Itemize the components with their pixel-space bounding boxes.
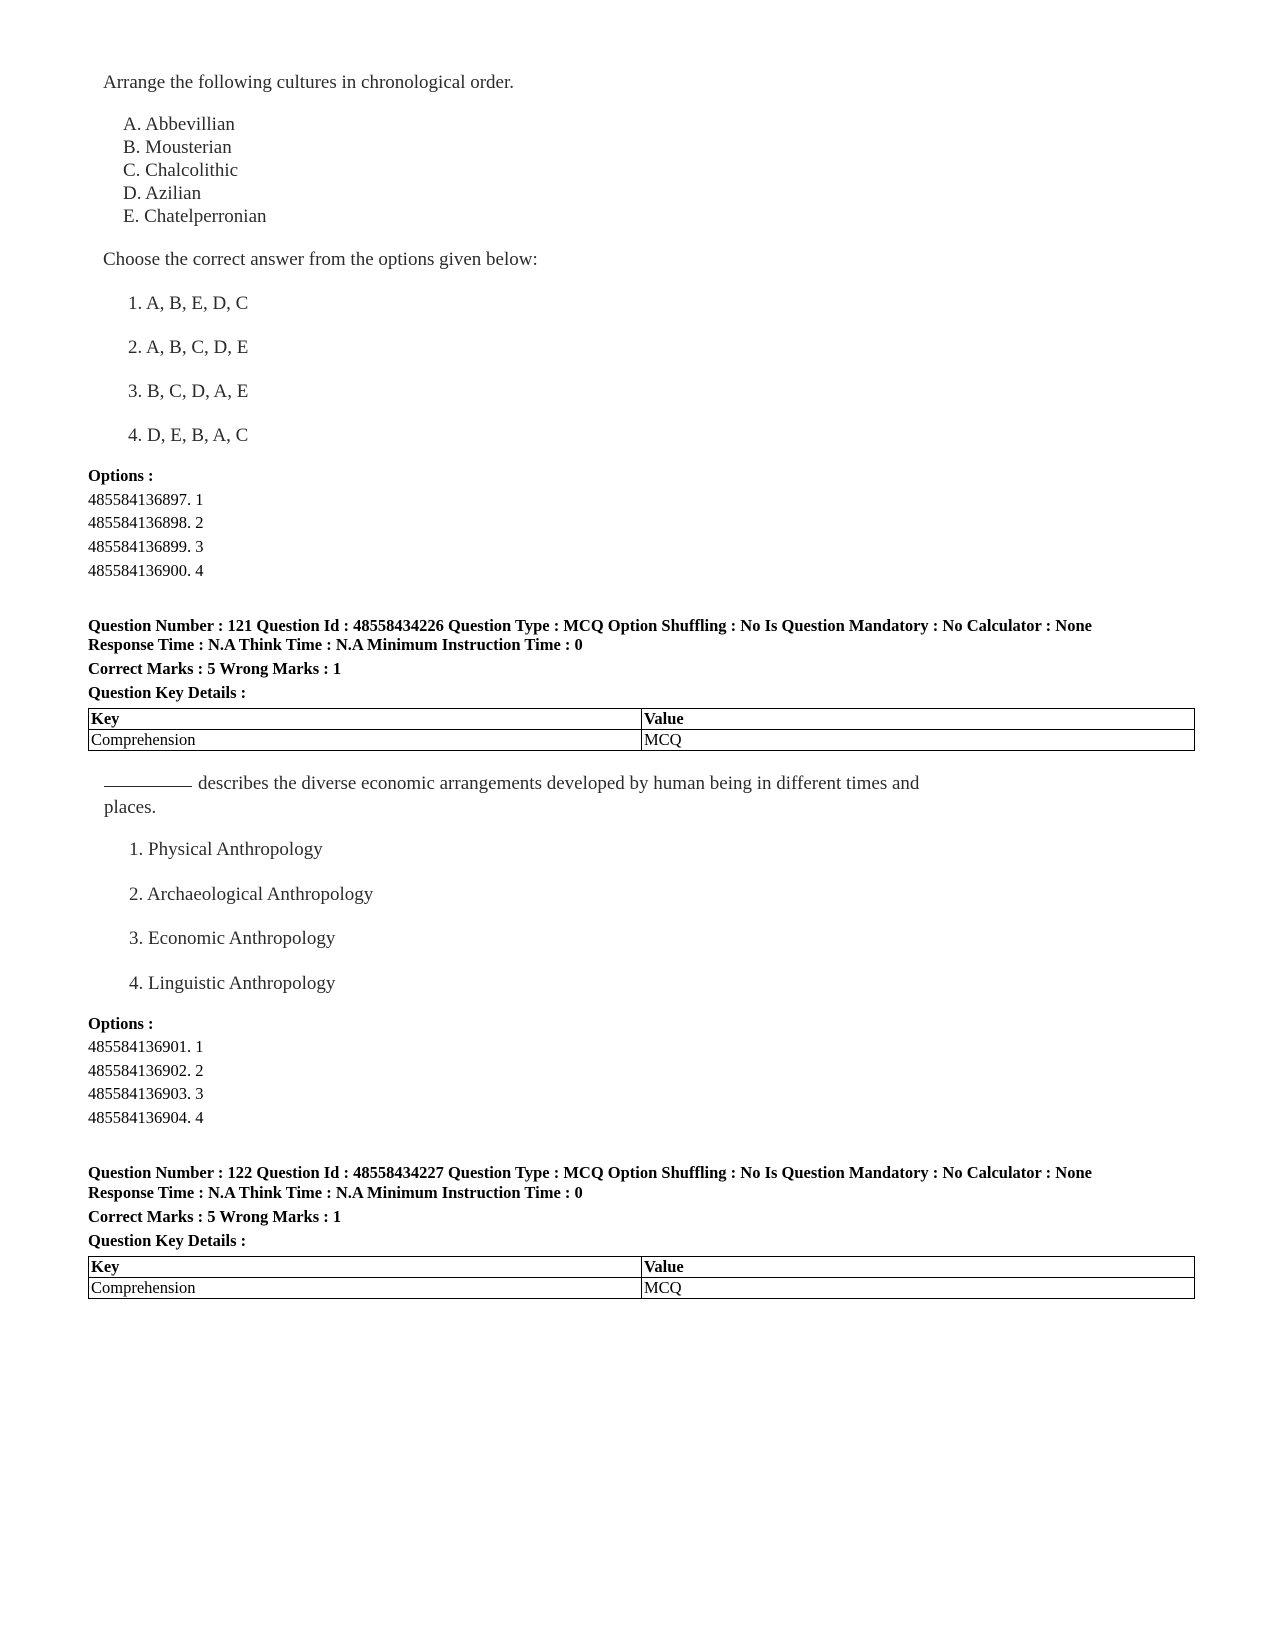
question-meta: Response Time : N.A Think Time : N.A Minimum Instruction Time : 0 [88, 1183, 583, 1202]
answer-choice: 3. Economic Anthropology [129, 928, 336, 949]
value-cell: MCQ [642, 1278, 1195, 1299]
answer-choice: 3. B, C, D, A, E [128, 381, 249, 402]
value-cell: MCQ [642, 730, 1195, 751]
options-label: Options : [88, 1014, 154, 1033]
question-meta: Question Number : 121 Question Id : 48558434226 Question Type : MCQ Option Shuffling : No Is Question Mandatory : No Calculator : None [88, 616, 1092, 635]
question-text-line: places. [104, 797, 157, 818]
culture-item: E. Chatelperronian [123, 206, 267, 227]
question-meta: Question Number : 122 Question Id : 48558434227 Question Type : MCQ Option Shuffling : No Is Question Mandatory : No Calculator : None [88, 1163, 1092, 1182]
table-row [89, 1278, 1195, 1299]
key-details-table [88, 708, 1195, 751]
choose-instruction: Choose the correct answer from the options given below: [103, 249, 538, 270]
option-id: 485584136904. 4 [88, 1108, 204, 1127]
option-id: 485584136903. 3 [88, 1084, 204, 1103]
culture-item: B. Mousterian [123, 137, 232, 158]
table-header-row [89, 709, 1195, 730]
option-id: 485584136899. 3 [88, 537, 204, 556]
key-details-label: Question Key Details : [88, 1231, 247, 1250]
key-cell: Comprehension [89, 730, 642, 751]
question-text [104, 773, 919, 795]
answer-choice: 2. Archaeological Anthropology [129, 884, 374, 905]
culture-item: A. Abbevillian [123, 114, 235, 135]
question-intro: Arrange the following cultures in chronological order. [103, 72, 515, 93]
culture-item: C. Chalcolithic [123, 160, 239, 181]
option-id: 485584136897. 1 [88, 490, 204, 509]
question-meta: Response Time : N.A Think Time : N.A Minimum Instruction Time : 0 [88, 635, 583, 654]
value-header: Value [642, 1257, 1195, 1278]
question-text-line: describes the diverse economic arrangements developed by human being in different times and [198, 773, 920, 794]
answer-choice: 2. A, B, C, D, E [128, 337, 249, 358]
key-details-label: Question Key Details : [88, 683, 247, 702]
marks-line: Correct Marks : 5 Wrong Marks : 1 [88, 659, 342, 678]
key-header: Key [89, 1257, 642, 1278]
fill-blank [104, 785, 192, 787]
answer-choice: 4. D, E, B, A, C [128, 425, 249, 446]
option-id: 485584136900. 4 [88, 561, 204, 580]
key-header: Key [89, 709, 642, 730]
value-header: Value [642, 709, 1195, 730]
answer-choice: 4. Linguistic Anthropology [129, 973, 336, 994]
option-id: 485584136898. 2 [88, 513, 204, 532]
table-header-row [89, 1257, 1195, 1278]
answer-choice: 1. Physical Anthropology [129, 839, 323, 860]
table-row [89, 730, 1195, 751]
culture-item: D. Azilian [123, 183, 202, 204]
options-label: Options : [88, 466, 154, 485]
key-details-table [88, 1256, 1195, 1299]
option-id: 485584136902. 2 [88, 1061, 204, 1080]
option-id: 485584136901. 1 [88, 1037, 204, 1056]
key-cell: Comprehension [89, 1278, 642, 1299]
answer-choice: 1. A, B, E, D, C [128, 293, 249, 314]
marks-line: Correct Marks : 5 Wrong Marks : 1 [88, 1207, 342, 1226]
